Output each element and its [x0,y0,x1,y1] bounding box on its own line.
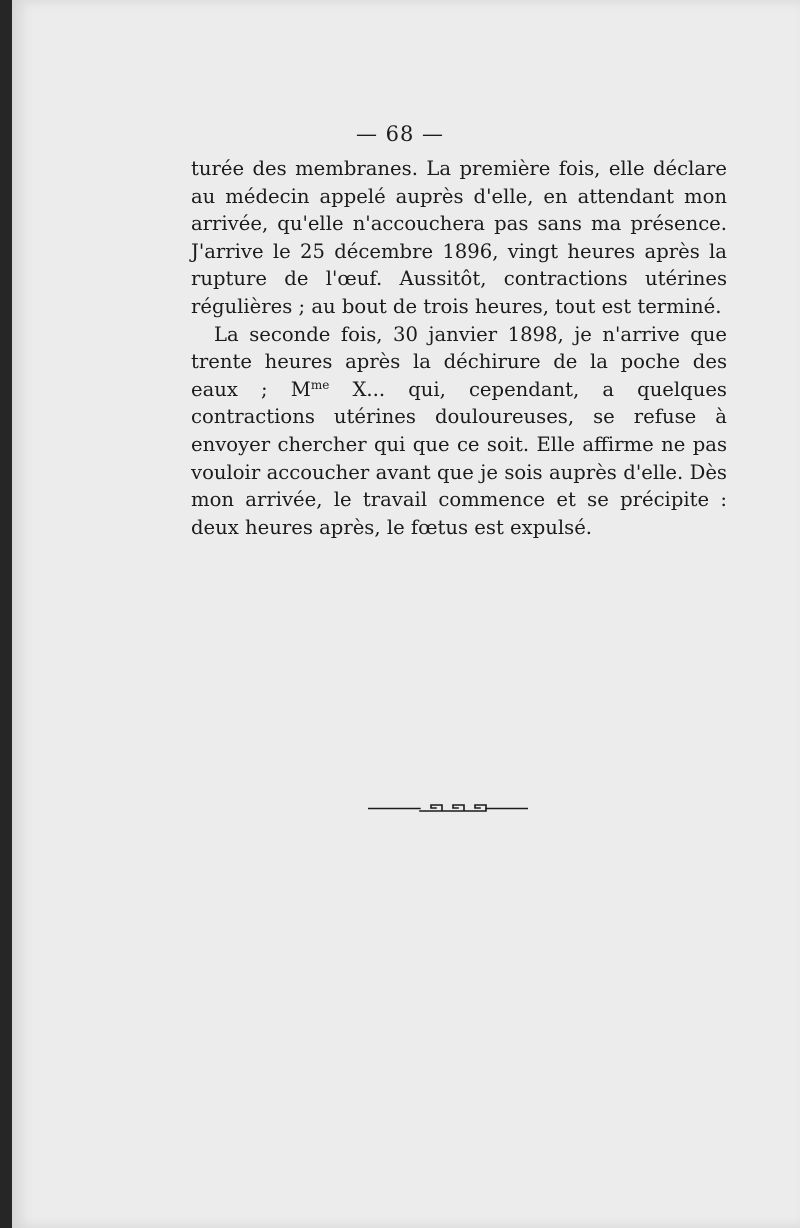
superscript-abbreviation: me [310,377,330,392]
paragraph-continuation: turée des membranes. La première fois, elle déclare au médecin appelé auprès d'elle, en attendant mon arrivée, qu'elle n'accouchera pas sans ma présence. J'arrive le 25 décembre 1896, vingt heures après la rupture de l'œuf. Aussitôt, contractions utérines régulières ; au bout de trois heures, tout est terminé. [191,157,727,318]
greek-key-divider-icon [368,797,528,819]
paragraph-second-delivery [191,321,727,542]
page-number: — 68 — [355,122,445,146]
body-text [191,155,727,541]
paragraph-text-end: X... qui, cependant, a quelques contractions utérines douloureuses, se refuse à envoyer chercher qui que ce soit. Elle affirme ne pas vouloir accoucher avant que je sois auprès d'elle. Dès mon arrivée, le travail commence et se précipite : deux heures après, le fœtus est expulsé. [191,377,727,539]
paragraph-text-start: La seconde fois, 30 janvier 1898, je n'arrive que trente heures après la déchirure de la poche des eaux ; M [191,322,727,401]
